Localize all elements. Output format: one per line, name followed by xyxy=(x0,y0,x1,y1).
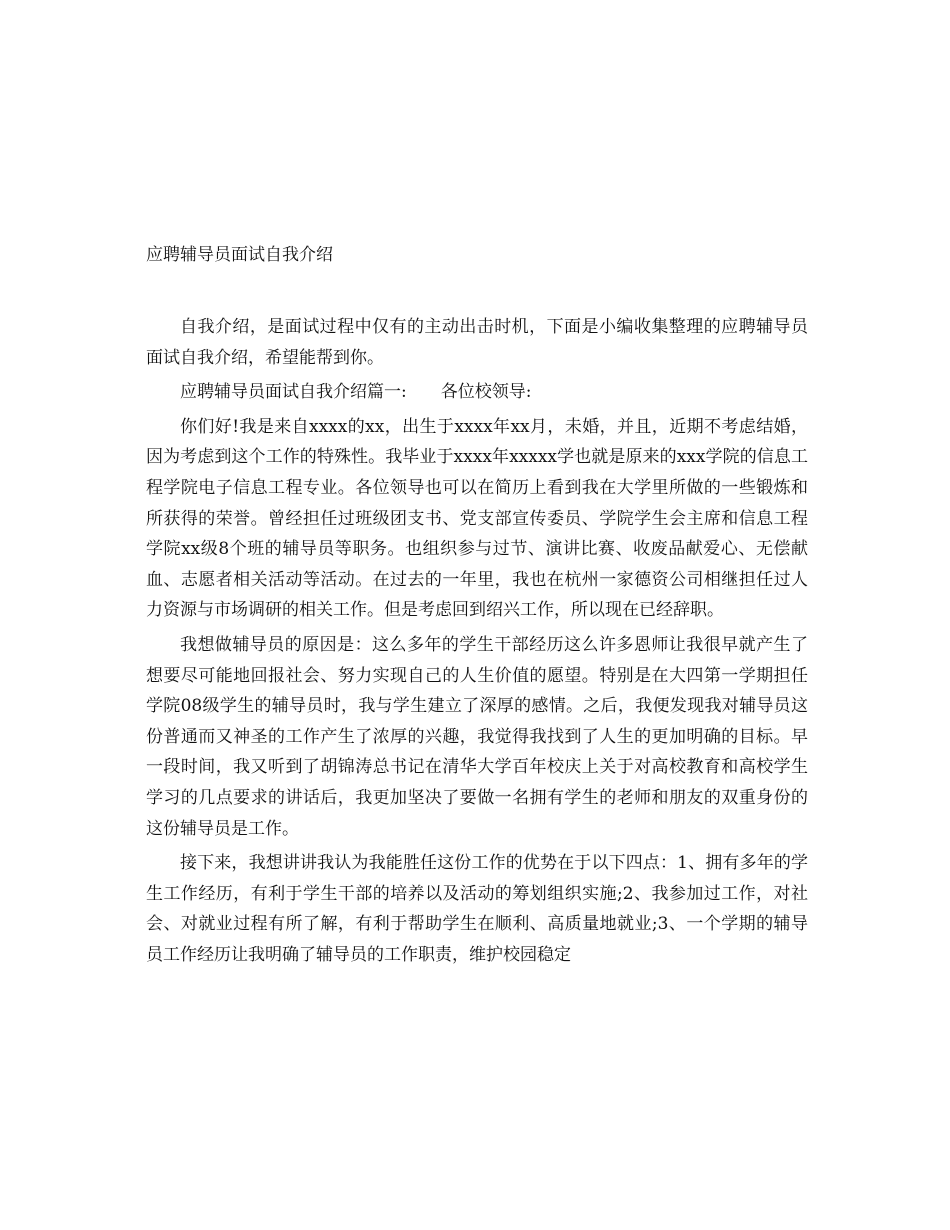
intro-paragraph: 自我介绍，是面试过程中仅有的主动出击时机，下面是小编收集整理的应聘辅导员面试自我介绍，希望能帮到你。 xyxy=(146,317,808,368)
section-heading: 应聘辅导员面试自我介绍篇一: xyxy=(180,382,407,403)
body-paragraph: 接下来，我想讲讲我认为我能胜任这份工作的优势在于以下四点：1、拥有多年的学生工作经历，有利于学生干部的培养以及活动的筹划组织实施;2、我参加过工作，对社会、对就业过程有所了解，有利于帮助学生在顺利、高质量地就业;3、一个学期的辅导员工作经历让我明确了辅导员的工作职责，维护校园稳定 xyxy=(146,853,808,965)
section-heading-line xyxy=(146,377,808,408)
salutation: 各位校领导: xyxy=(440,382,532,403)
body-paragraph: 我想做辅导员的原因是：这么多年的学生干部经历这么许多恩师让我很早就产生了想要尽可能地回报社会、努力实现自己的人生价值的愿望。特别是在大四第一学期担任学院08级学生的辅导员时，我与学生建立了深厚的感情。之后，我便发现我对辅导员这份普通而又神圣的工作产生了浓厚的兴趣，我觉得我找到了人生的更加明确的目标。早一段时间，我又听到了胡锦涛总书记在清华大学百年校庆上关于对高校教育和高校学生学习的几点要求的讲话后，我更加坚决了要做一名拥有学生的老师和朋友的双重身份的这份辅导员是工作。 xyxy=(146,634,808,839)
document-title: 应聘辅导员面试自我介绍 xyxy=(146,245,333,265)
document-body xyxy=(146,312,808,974)
body-paragraph: 你们好!我是来自xxxx的xx，出生于xxxx年xx月，未婚，并且，近期不考虑结婚，因为考虑到这个工作的特殊性。我毕业于xxxx年xxxxx学也就是原来的xxx学院的信息工程学院电子信息工程专业。各位领导也可以在简历上看到我在大学里所做的一些锻炼和所获得的荣誉。曾经担任过班级团支书、党支部宣传委员、学院学生会主席和信息工程学院xx级8个班的辅导员等职务。也组织参与过节、演讲比赛、收废品献爱心、无偿献血、志愿者相关活动等活动。在过去的一年里，我也在杭州一家德资公司相继担任过人力资源与市场调研的相关工作。但是考虑回到绍兴工作，所以现在已经辞职。 xyxy=(146,416,808,621)
